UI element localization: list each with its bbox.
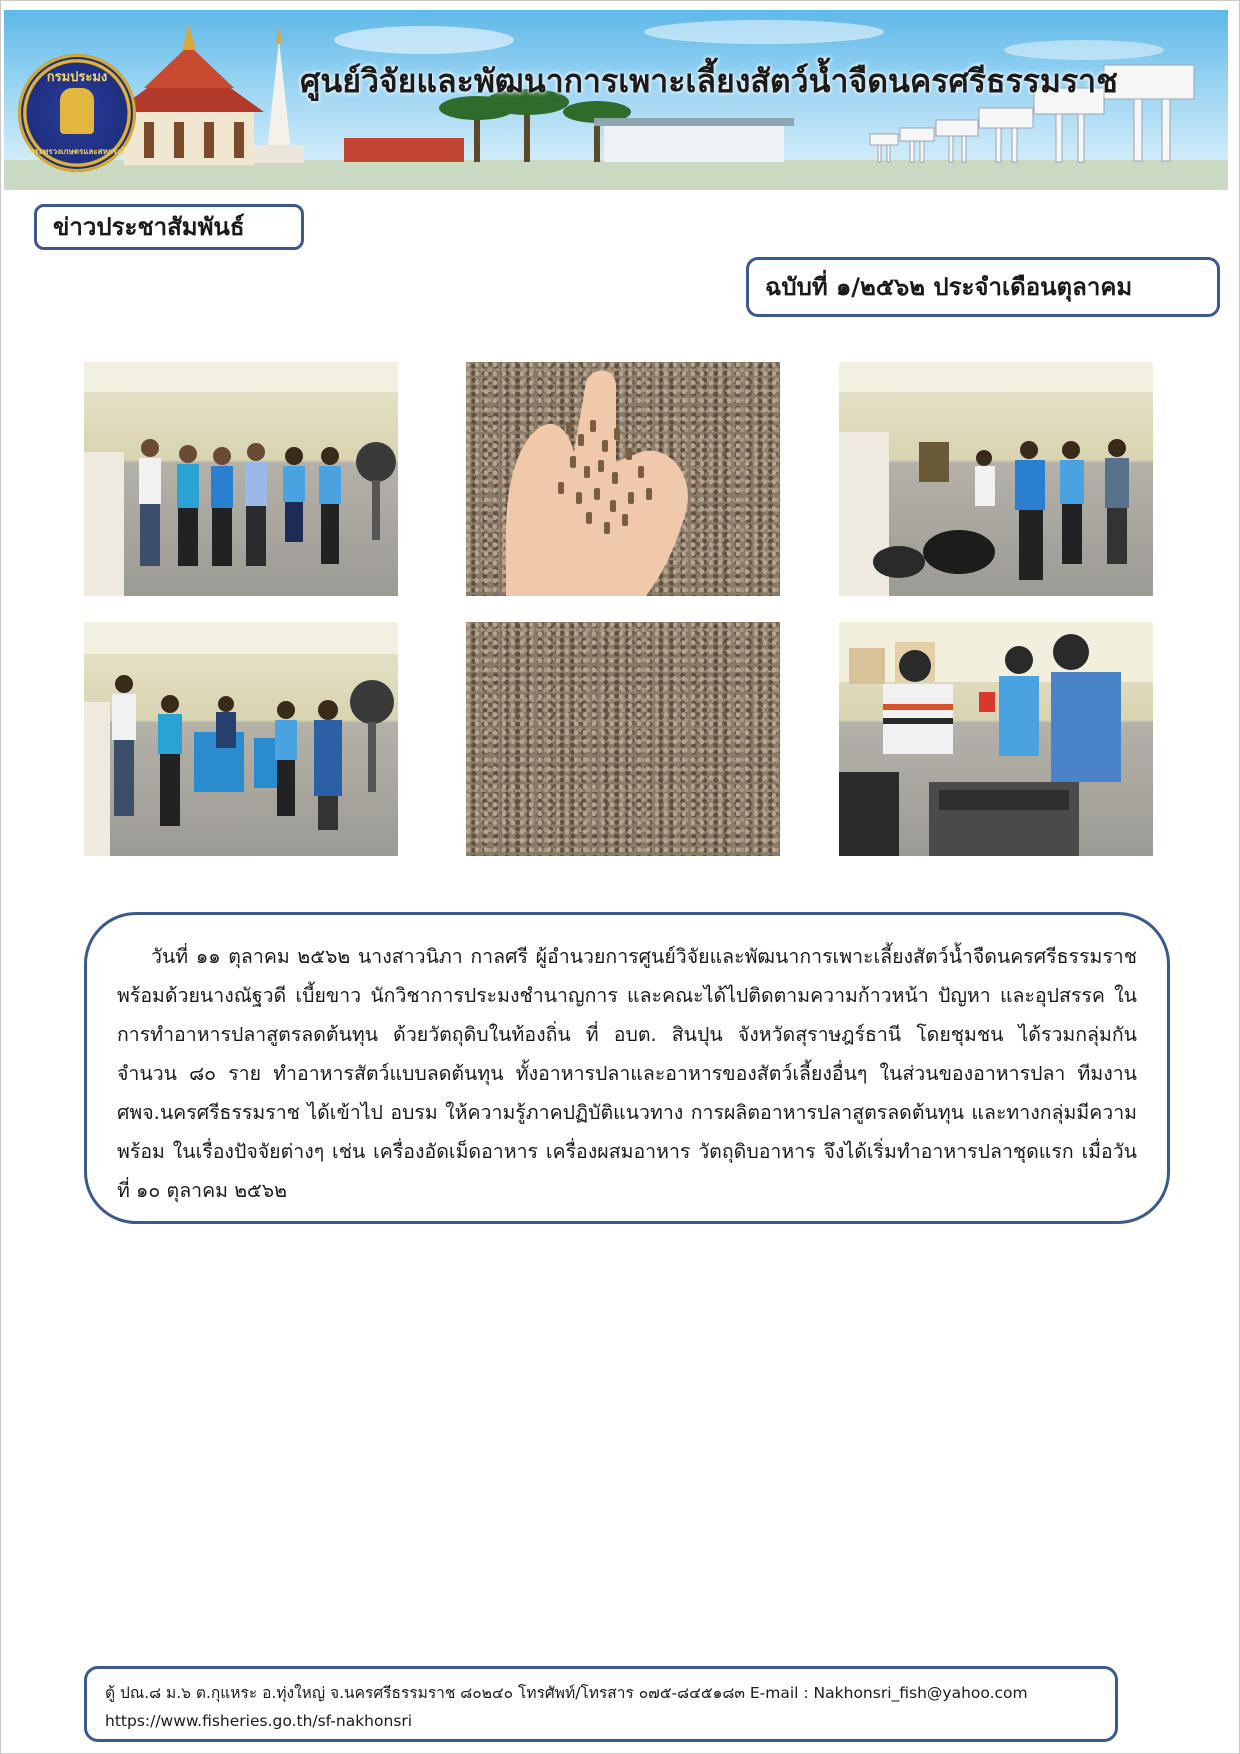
footer-contact-box (84, 1666, 1118, 1742)
people-group (139, 439, 341, 566)
section-label: ข่าวประชาสัมพันธ์ (34, 204, 304, 250)
temple-illustration (114, 24, 264, 165)
photo-production-room (839, 362, 1153, 596)
news-paragraph: วันที่ ๑๑ ตุลาคม ๒๕๖๒ นางสาวนิภา กาลศรี ผู้อำนวยการศูนย์วิจัยและพัฒนาการเพาะเลี้ยงสัตว์น้ำจืดนครศรีธรรมราช พร้อมด้วยนางณัฐวดี เบี้ยขาว นักวิชาการประมงชำนาญการ และคณะได้ไปติดตามความก้าวหน้า ปัญหา และอุปสรรค ในการทำอาหารปลาสูตรลดต้นทุน ด้วยวัตถุดิบในท้องถิ่น ที่ อบต. สินปุน จังหวัดสุราษฎร์ธานี โดยชุมชน ได้รวมกลุ่มกัน จำนวน ๘๐ ราย ทำอาหารสัตว์แบบลดต้นทุน ทั้งอาหารปลาและอาหารของสัตว์เลี้ยงอื่นๆ ในส่วนของอาหารปลา ทีมงาน ศพจ.นครศรีธรรมราช ได้เข้าไป อบรม ให้ความรู้ภาคปฏิบัติแนวทาง การผลิตอาหารปลาสูตรลดต้นทุน และทางกลุ่มมีความพร้อม ในเรื่องปัจจัยต่างๆ เช่น เครื่องอัดเม็ดอาหาร เครื่องผสมอาหาร วัตถุดิบอาหาร จึงได้เริ่มทำอาหารปลาชุดแรก เมื่อวันที่ ๑๐ ตุลาคม ๒๕๖๒ (117, 945, 1138, 1202)
stupa-illustration (254, 26, 304, 163)
photo-inspecting-mixer (839, 622, 1153, 856)
news-body-box (84, 912, 1170, 1224)
photo-feed-pellets-hand (466, 362, 780, 596)
photo-group-with-machines (84, 622, 398, 856)
footer-website-link[interactable]: https://www.fisheries.go.th/sf-nakhonsri (105, 1712, 413, 1730)
seal-deity-figure (60, 88, 94, 134)
footer-address: ตู้ ปณ.๘ ม.๖ ต.กุแหระ อ.ทุ่งใหญ่ จ.นครศรีธรรมราช ๘๐๒๔๐ โทรศัพท์/โทรสาร ๐๗๕-๘๔๕๑๘๓ E-mail : Nakhonsri_fish@yahoo.com (105, 1684, 1028, 1702)
header-title: ศูนย์วิจัยและพัฒนาการเพาะเลี้ยงสัตว์น้ำจืดนครศรีธรรมราช (300, 62, 1118, 100)
hand (506, 370, 688, 596)
seal-text-top: กรมประมง (46, 70, 108, 85)
photo-feed-pellets-drying (466, 622, 780, 856)
department-seal-logo (18, 54, 136, 172)
header-banner (4, 10, 1228, 190)
photo-staff-group (84, 362, 398, 596)
seal-text-bottom: กระทรวงเกษตรและสหกรณ์ (29, 147, 125, 156)
people-working (975, 439, 1129, 580)
issue-label: ฉบับที่ ๑/๒๕๖๒ ประจำเดือนตุลาคม (746, 257, 1220, 317)
